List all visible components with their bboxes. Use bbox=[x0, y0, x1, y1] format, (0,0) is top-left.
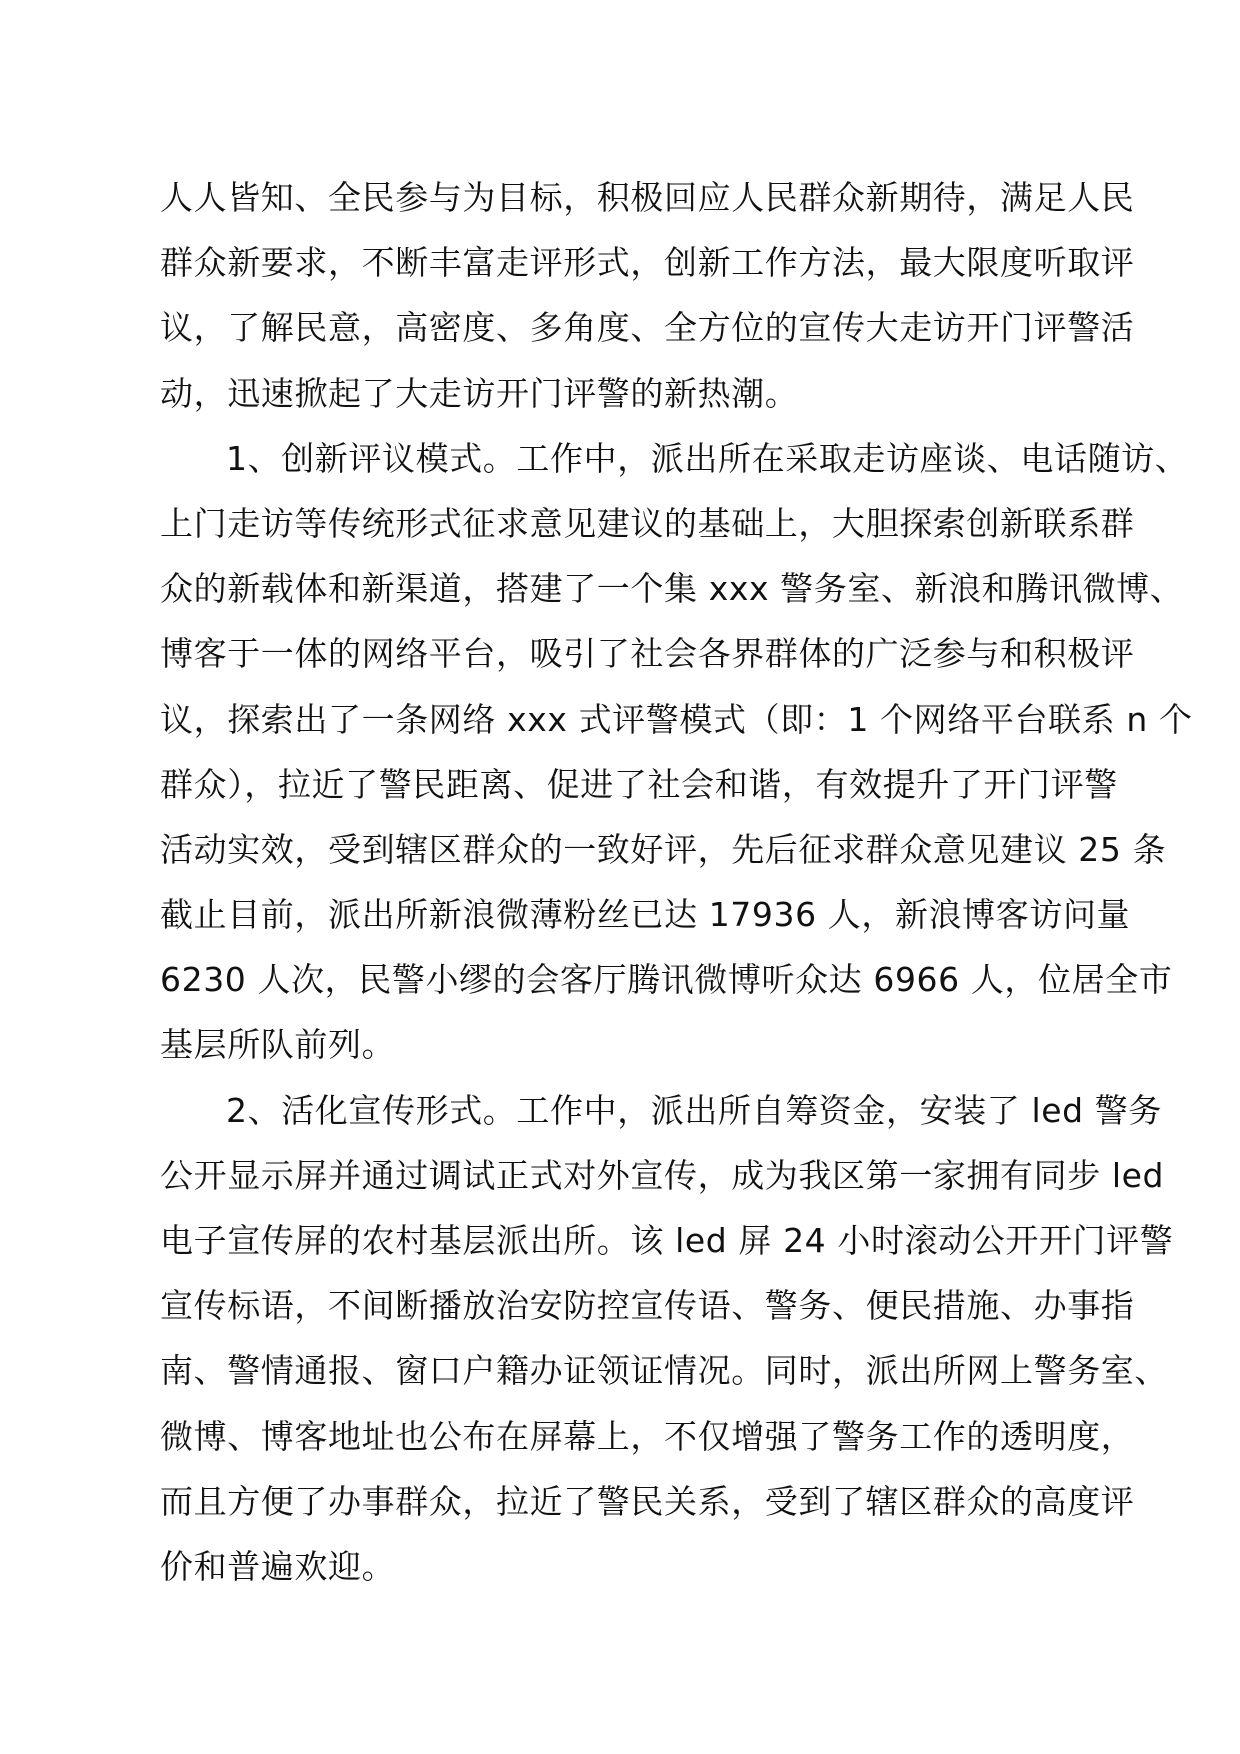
text-line: 活动实效，受到辖区群众的一致好评，先后征求群众意见建议 25 条 bbox=[160, 829, 1167, 869]
text-line: 电子宣传屏的农村基层派出所。该 led 屏 24 小时滚动公开开门评警 bbox=[160, 1221, 1174, 1260]
text-line: 而且方便了办事群众，拉近了警民关系，受到了辖区群众的高度评 bbox=[160, 1481, 1135, 1521]
text-line: 议，探索出了一条网络 xxx 式评警模式（即：1 个网络平台联系 n 个 bbox=[160, 699, 1193, 739]
text-line: 人人皆知、全民参与为目标，积极回应人民群众新期待，满足人民 bbox=[160, 178, 1135, 217]
text-line: 6230 人次，民警小缪的会客厅腾讯微博听众达 6966 人，位居全市 bbox=[160, 960, 1173, 1000]
text-line: 微博、博客地址也公布在屏幕上，不仅增强了警务工作的透明度， bbox=[160, 1416, 1135, 1456]
text-line: 动，迅速掀起了大走访开门评警的新热潮。 bbox=[160, 373, 799, 413]
text-line: 截止目前，派出所新浪微薄粉丝已达 17936 人，新浪博客访问量 bbox=[160, 895, 1131, 935]
text-line: 群众新要求，不断丰富走评形式，创新工作方法，最大限度听取评 bbox=[160, 243, 1135, 283]
text-line: 博客于一体的网络平台，吸引了社会各界群体的广泛参与和积极评 bbox=[160, 634, 1135, 674]
text-line: 群众），拉近了警民距离、促进了社会和谐，有效提升了开门评警 bbox=[160, 764, 1118, 804]
text-line: 价和普遍欢迎。 bbox=[160, 1546, 396, 1586]
text-line: 基层所队前列。 bbox=[160, 1025, 396, 1065]
paragraph-1-heading-line: 1、创新评议模式。工作中，派出所在采取走访座谈、电话随访、 bbox=[226, 438, 1189, 478]
text-line: 公开显示屏并通过调试正式对外宣传，成为我区第一家拥有同步 led bbox=[160, 1155, 1165, 1195]
text-line: 上门走访等传统形式征求意见建议的基础上，大胆探索创新联系群 bbox=[160, 503, 1135, 543]
text-line: 议，了解民意，高密度、多角度、全方位的宣传大走访开门评警活 bbox=[160, 308, 1135, 348]
text-line: 宣传标语，不间断播放治安防控宣传语、警务、便民措施、办事指 bbox=[160, 1286, 1135, 1326]
text-line: 众的新载体和新渠道，搭建了一个集 xxx 警务室、新浪和腾讯微博、 bbox=[160, 569, 1184, 609]
text-line: 南、警情通报、窗口户籍办证领证情况。同时，派出所网上警务室、 bbox=[160, 1351, 1168, 1391]
body-text bbox=[160, 165, 1193, 1599]
paragraph-2-heading-line: 2、活化宣传形式。工作中，派出所自筹资金，安装了 led 警务 bbox=[226, 1090, 1162, 1130]
